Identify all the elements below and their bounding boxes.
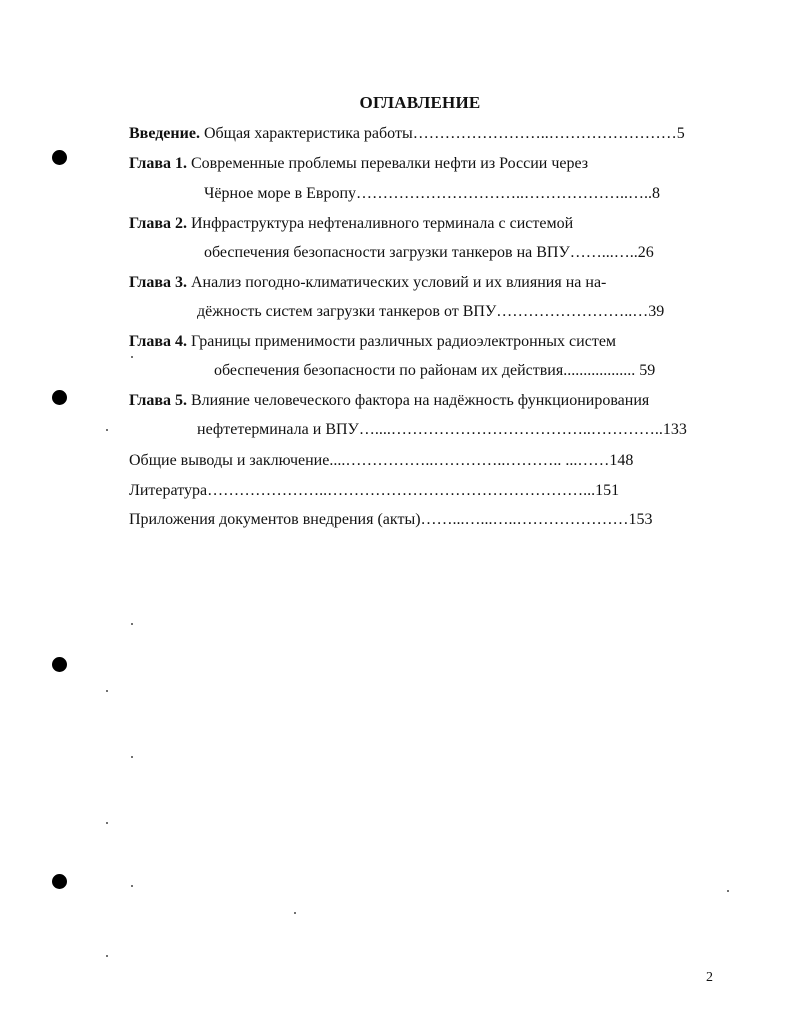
scan-speck [131, 356, 133, 358]
scan-speck [131, 623, 133, 625]
toc-entry-text: обеспечения безопасности загрузки танкеров на ВПУ……...…..26 [204, 244, 654, 261]
scan-speck [106, 822, 108, 824]
toc-entry-chapter-4-continuation[interactable] [214, 361, 655, 381]
toc-entry-label: Глава 5. [129, 392, 187, 409]
toc-entry-text: Приложения документов внедрения (акты)……...…...…..…………………153 [129, 511, 653, 528]
scan-speck [294, 912, 296, 914]
toc-entry-text: Границы применимости различных радиоэлектронных систем [187, 333, 617, 350]
toc-entry-introduction[interactable] [129, 124, 685, 144]
toc-entry-label: Глава 1. [129, 155, 187, 172]
page-number: 2 [706, 970, 713, 985]
toc-entry-chapter-5-continuation[interactable] [197, 420, 687, 440]
toc-entry-label: Глава 2. [129, 215, 187, 232]
punch-hole-mark [52, 657, 67, 672]
toc-entry-text: обеспечения безопасности по районам их действия.................. 59 [214, 362, 656, 379]
scan-speck [106, 429, 108, 431]
punch-hole-mark [52, 150, 67, 165]
toc-entry-chapter-2-continuation[interactable] [204, 243, 654, 263]
scan-speck [106, 690, 108, 692]
toc-entry-text: Влияние человеческого фактора на надёжность функционирования [187, 392, 650, 409]
toc-entry-chapter-2[interactable] [129, 214, 573, 234]
toc-entry-conclusions[interactable] [129, 451, 633, 471]
scan-speck [106, 955, 108, 957]
toc-entry-chapter-3-continuation[interactable] [197, 302, 664, 322]
toc-entry-text: Общая характеристика работы……………………..……………………5 [199, 125, 685, 142]
toc-entry-chapter-4[interactable] [129, 332, 616, 352]
toc-entry-text: Литература…………………..…………………………………………...151 [129, 482, 620, 499]
toc-entry-text: Общие выводы и заключение....……………..…………..……….. ...……148 [129, 452, 634, 469]
toc-entry-text: Чёрное море в Европу…………………………..………………..…..8 [204, 185, 661, 202]
punch-hole-mark [52, 390, 67, 405]
toc-entry-literature[interactable] [129, 481, 619, 501]
toc-entry-appendices[interactable] [129, 510, 653, 530]
toc-entry-text: нефтетерминала и ВПУ…....………………………………..…………..133 [197, 421, 687, 438]
scan-speck [131, 756, 133, 758]
toc-entry-text: дёжность систем загрузки танкеров от ВПУ……………………..…39 [197, 303, 665, 320]
toc-entry-label: Введение. [129, 125, 200, 142]
toc-entry-chapter-1-continuation[interactable] [204, 184, 660, 204]
scan-speck [727, 890, 729, 892]
toc-entry-label: Глава 3. [129, 274, 187, 291]
toc-title: ОГЛАВЛЕНИЕ [359, 93, 481, 112]
scan-speck [131, 885, 133, 887]
toc-entry-text: Анализ погодно-климатических условий и их влияния на на- [187, 274, 607, 291]
toc-entry-chapter-3[interactable] [129, 273, 606, 293]
toc-entry-label: Глава 4. [129, 333, 187, 350]
toc-entry-text: Современные проблемы перевалки нефти из России через [187, 155, 589, 172]
toc-entry-text: Инфраструктура нефтеналивного терминала с системой [187, 215, 574, 232]
punch-hole-mark [52, 874, 67, 889]
toc-entry-chapter-5[interactable] [129, 391, 649, 411]
toc-entry-chapter-1[interactable] [129, 154, 588, 174]
